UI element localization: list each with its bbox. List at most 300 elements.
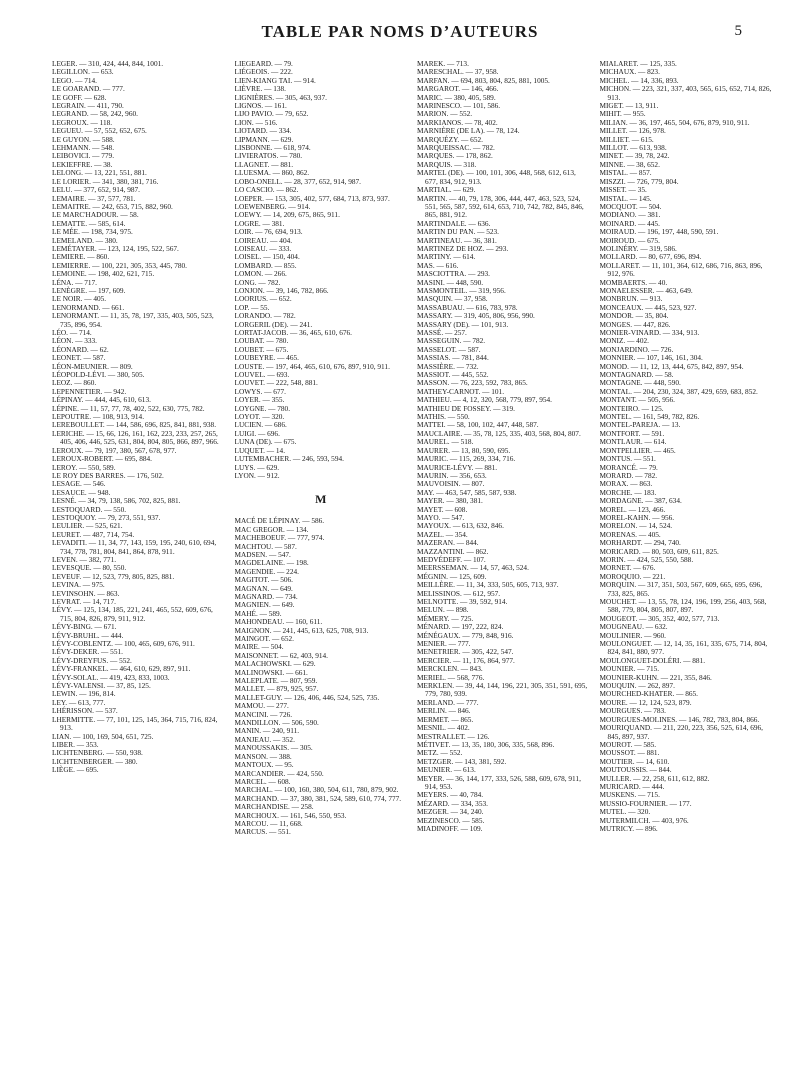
index-entry: MONGES. — 447, 826. bbox=[599, 319, 671, 329]
index-entry: LE MARC'HADOUR. — 58. bbox=[52, 210, 139, 220]
index-entry: MASINI. — 448, 590. bbox=[417, 277, 484, 287]
index-entry: MOREL-KAHN. — 956. bbox=[599, 512, 675, 522]
index-entry: MARCHAND. — 37, 380, 381, 524, 589, 610, 774, 777. bbox=[234, 793, 402, 803]
index-entry: MERKLEN. — 39, 44, 144, 196, 221, 305, 351, 591, 695, 779, 780, 939. bbox=[417, 681, 588, 699]
index-entry: LEMELAND. — 380. bbox=[52, 235, 118, 245]
index-entry: MONTEL-PAREJA. — 13. bbox=[599, 420, 681, 430]
index-entry: LÉOPOLD-LÉVI. — 380, 505. bbox=[52, 370, 145, 380]
index-entry: LEROUX. — 79, 197, 380, 567, 678, 977. bbox=[52, 445, 177, 455]
index-entry: LEREBOULLET. — 144, 586, 696, 825, 841, 881, 938. bbox=[52, 420, 217, 430]
index-entry: LEMOINE. — 198, 402, 621, 715. bbox=[52, 269, 155, 279]
index-entry: MOLLARD. — 80, 677, 696, 894. bbox=[599, 252, 702, 262]
index-entry: LESTOQUARD. — 550. bbox=[52, 504, 127, 514]
index-entry: MERLIN. — 846. bbox=[417, 706, 471, 716]
index-entry: MÉZARD. — 334, 353. bbox=[417, 798, 488, 808]
index-entry: MONTAGNARD. — 58. bbox=[599, 370, 674, 380]
index-entry: LISBONNE. — 618, 974. bbox=[234, 143, 311, 153]
index-entry: LEMATTE. — 585, 614. bbox=[52, 218, 126, 228]
index-entry: MARCOU. — 11, 668. bbox=[234, 818, 303, 828]
index-entry: MONDOR. — 35, 804. bbox=[599, 311, 669, 321]
index-entry: LEROY. — 550, 589. bbox=[52, 462, 116, 472]
index-entry: LEIBOVICI. — 779. bbox=[52, 151, 115, 161]
index-entry: LENORMANT. — 11, 35, 78, 197, 335, 403, 505, 523, 735, 896, 954. bbox=[52, 311, 214, 329]
index-entry: MARGAROT. — 146, 466. bbox=[417, 84, 499, 94]
index-entry: LEVINSOHN. — 863. bbox=[52, 588, 120, 598]
index-entry: MARNIÈRE (DE LA). — 78, 124. bbox=[417, 126, 520, 136]
index-entry: MAREK. — 713. bbox=[417, 60, 469, 68]
index-entry: LORGERIL (DE). — 241. bbox=[234, 319, 313, 329]
index-entry: MIALARET. — 125, 335. bbox=[599, 60, 677, 68]
index-entry: MAHÉ. — 589. bbox=[234, 608, 282, 618]
index-entry: MARQUES. — 178, 862. bbox=[417, 151, 493, 161]
index-entry: MERLAND. — 777. bbox=[417, 697, 479, 707]
index-entry: MACHEBOEUF. — 777, 974. bbox=[234, 533, 325, 543]
index-entry: LIPMANN. — 629. bbox=[234, 134, 294, 144]
index-entry: MAGNARD. — 734. bbox=[234, 591, 298, 601]
index-entry: MONBRUN. — 913. bbox=[599, 294, 663, 304]
index-entry: LEMÉTAYER. — 123, 124, 195, 522, 567. bbox=[52, 243, 179, 253]
index-entry: MUSSIO-FOURNIER. — 177. bbox=[599, 798, 692, 808]
section-letter: M bbox=[315, 492, 327, 507]
index-entry: LENORMAND. — 661. bbox=[52, 302, 125, 312]
index-entry: MONTEL. — 161, 549, 782, 826. bbox=[599, 412, 700, 422]
index-entry: MARTIN. — 40, 79, 178, 306, 444, 447, 463, 523, 524, 551, 565, 587, 592, 614, 653, 710, 742, 782, 845, 846, 865, 881, 912. bbox=[417, 193, 584, 220]
index-entry: LERICHE. — 15, 66, 126, 161, 162, 223, 233, 257, 265, 405, 406, 446, 525, 631, 804, 804, 805, 866, 897, 966. bbox=[52, 428, 219, 447]
index-entry: LUIGI. — 696. bbox=[234, 428, 280, 438]
index-entry: LIEGEARD. — 79. bbox=[234, 60, 293, 68]
index-entry: MAZERAN. — 844. bbox=[417, 538, 479, 548]
index-entry: MANDILLON. — 506, 590. bbox=[234, 718, 319, 728]
index-entry: METZ. — 552. bbox=[417, 748, 463, 758]
index-entry: MARTINY. — 614. bbox=[417, 252, 476, 262]
index-columns bbox=[52, 60, 772, 837]
index-entry: MANSON. — 388. bbox=[234, 751, 292, 761]
index-entry: LÉPINAY. — 444, 445, 610, 613. bbox=[52, 395, 151, 405]
index-entry: MUTERMILCH. — 403, 976. bbox=[599, 815, 689, 825]
index-entry: MONNIER. — 107, 146, 161, 304. bbox=[599, 353, 703, 363]
index-entry: MAHONDEAU. — 160, 611. bbox=[234, 617, 323, 627]
index-entry: MAIRE. — 504. bbox=[234, 642, 284, 652]
index-entry: MAYO. — 547. bbox=[417, 512, 465, 522]
index-entry: LOISEL. — 150, 404. bbox=[234, 252, 300, 262]
index-entry: LESAGE. — 546. bbox=[52, 479, 106, 489]
index-entry: LELU. — 377, 652, 914, 987. bbox=[52, 185, 140, 195]
index-entry: LYON. — 912. bbox=[234, 470, 280, 480]
index-entry: MARFAN. — 694, 803, 804, 825, 881, 1005. bbox=[417, 75, 550, 85]
index-entry: LESTOQUOY. — 79, 273, 551, 937. bbox=[52, 512, 161, 522]
index-entry: MARTIN DU PAN. — 523. bbox=[417, 227, 499, 237]
index-entry: MALINOWSKI. — 661. bbox=[234, 667, 308, 677]
index-entry: MORDAGNE. — 387, 634. bbox=[599, 496, 682, 506]
index-entry: LIBER. — 353. bbox=[52, 739, 99, 749]
index-entry: MASSIAS. — 781, 844. bbox=[417, 353, 489, 363]
index-entry: LEKIEFFRE. — 38. bbox=[52, 159, 113, 169]
index-entry: LHERMITTE. — 77, 101, 125, 145, 364, 715, 716, 824, 913. bbox=[52, 714, 218, 733]
index-entry: MORICARD. — 80, 503, 609, 611, 825. bbox=[599, 546, 719, 556]
index-entry: MAINGOT. — 652. bbox=[234, 634, 294, 643]
index-entry: MARCHOUX. — 161, 546, 550, 953. bbox=[234, 810, 347, 820]
index-entry: LEMAIRE. — 37, 577, 781. bbox=[52, 193, 136, 203]
index-entry: LION. — 516. bbox=[234, 117, 278, 127]
index-entry: LÉON. — 333. bbox=[52, 336, 97, 346]
index-entry: MALEPLATE. — 807, 959. bbox=[234, 676, 318, 686]
index-entry: MURICARD. — 444. bbox=[599, 781, 665, 791]
index-entry: MORIN. — 424, 525, 550, 588. bbox=[599, 554, 694, 564]
index-entry: MACHTOU. — 587. bbox=[234, 541, 297, 551]
index-entry: LEGILLON. — 653. bbox=[52, 67, 114, 77]
index-entry: MAGNAN. — 649. bbox=[234, 583, 293, 593]
index-entry: MARION. — 552. bbox=[417, 109, 473, 119]
index-entry: LUTEMBACHER. — 246, 593, 594. bbox=[234, 454, 344, 464]
index-entry: MAUREL. — 518. bbox=[417, 437, 474, 447]
index-entry: LEPENNETIER. — 942. bbox=[52, 386, 127, 396]
index-entry: MORELON. — 14, 524. bbox=[599, 521, 673, 531]
index-entry: LOEWY. — 14, 209, 675, 865, 911. bbox=[234, 210, 340, 220]
index-entry: LONG. — 782. bbox=[234, 277, 281, 287]
index-entry: MELISSINOS. — 612, 957. bbox=[417, 588, 501, 598]
index-entry: MATHEY-CARNOT. — 101. bbox=[417, 386, 505, 396]
index-entry: MILLIET. — 615. bbox=[599, 134, 654, 144]
index-entry: MÉMERY. — 725. bbox=[417, 613, 474, 623]
index-entry: MAUVOISIN. — 807. bbox=[417, 479, 485, 489]
index-entry: LÉONARD. — 62. bbox=[52, 344, 109, 354]
index-entry: MICHEL. — 14, 336, 893. bbox=[599, 75, 679, 85]
index-entry: MONTPELLIER. — 465. bbox=[599, 445, 676, 455]
index-entry: MONTANT. — 505, 956. bbox=[599, 395, 675, 405]
index-column bbox=[52, 60, 225, 837]
index-entry: MAYET. — 608. bbox=[417, 504, 468, 514]
index-entry: LOBO-ONELL. — 28, 377, 652, 914, 987. bbox=[234, 176, 361, 186]
index-entry: LEONET. — 587. bbox=[52, 353, 106, 363]
index-entry: MICHON. — 223, 321, 337, 403, 565, 615, 652, 714, 826, 913. bbox=[599, 84, 772, 102]
index-entry: LOISEAU. — 333. bbox=[234, 243, 292, 253]
index-entry: LO CASCIO. — 862. bbox=[234, 185, 299, 195]
index-entry: MELNOTTE. — 39, 592, 914. bbox=[417, 597, 508, 606]
index-entry: MINNE. — 38, 652. bbox=[599, 159, 660, 169]
index-entry: LONJON. — 39, 146, 782, 866. bbox=[234, 285, 329, 295]
index-entry: LEGRAIN. — 411, 790. bbox=[52, 101, 124, 111]
index-entry: MANJEAU. — 352. bbox=[234, 734, 295, 744]
index-entry: MILLOT. — 613, 938. bbox=[599, 143, 667, 153]
index-entry: LENÈGRE. — 197, 609. bbox=[52, 285, 126, 295]
index-entry: MONTLAUR. — 614. bbox=[599, 437, 667, 447]
index-entry: MOURGUES. — 783. bbox=[599, 706, 666, 716]
index-entry: MEYER. — 36, 144, 177, 333, 526, 588, 609, 678, 911, 914, 953. bbox=[417, 773, 581, 791]
index-entry: MEILLÈRE. — 11, 34, 333, 505, 605, 713, 937. bbox=[417, 580, 559, 590]
index-entry: MAGENDIE. — 224. bbox=[234, 566, 299, 576]
index-entry: LOUSTE. — 197, 464, 465, 610, 676, 897, 910, 911. bbox=[234, 361, 390, 371]
index-entry: MOLINÉRY. — 319, 586. bbox=[599, 243, 677, 253]
index-entry: MOLLARET. — 11, 101, 364, 612, 686, 716, 863, 896, 912, 976. bbox=[599, 260, 763, 279]
index-entry: LOYGNE. — 780. bbox=[234, 403, 291, 413]
index-entry: MANOUSSAKIS. — 305. bbox=[234, 743, 313, 753]
index-entry: LEY. — 613, 777. bbox=[52, 697, 106, 707]
index-entry: MARCHANDISE. — 258. bbox=[234, 802, 314, 812]
index-entry: LUNA (DE). — 675. bbox=[234, 437, 297, 447]
index-entry: MASSABUAU. — 616, 783, 978. bbox=[417, 302, 518, 312]
index-entry: LÉVY-BRUHL. — 444. bbox=[52, 630, 124, 640]
index-entry: MASCIOTTRA. — 293. bbox=[417, 269, 490, 279]
index-entry: MAY. — 463, 547, 585, 587, 938. bbox=[417, 487, 517, 497]
index-entry: MAZZANTINI. — 862. bbox=[417, 546, 489, 556]
index-entry: MEZINESCO. — 585. bbox=[417, 815, 485, 825]
index-entry: LOWYS. — 677. bbox=[234, 386, 286, 396]
index-entry: LORANDO. — 782. bbox=[234, 311, 296, 321]
index-entry: LOIREAU. — 404. bbox=[234, 235, 293, 245]
index-entry: MENIER. — 777. bbox=[417, 639, 471, 649]
index-entry: LEROUX-ROBERT. — 695, 884. bbox=[52, 454, 152, 464]
index-entry: MASSIOT. — 445, 552. bbox=[417, 370, 489, 380]
index-entry: MAURER. — 13, 80, 590, 695. bbox=[417, 445, 511, 455]
index-entry: MENETRIER. — 305, 422, 547. bbox=[417, 647, 514, 657]
index-entry: MAURIC. — 115, 269, 334, 716. bbox=[417, 454, 516, 464]
index-entry: MATTEI. — 58, 100, 102, 447, 448, 587. bbox=[417, 420, 539, 430]
index-column bbox=[417, 60, 590, 837]
index-entry: LUYS. — 629. bbox=[234, 462, 280, 472]
index-entry: MALACHOWSKI. — 629. bbox=[234, 659, 316, 669]
index-entry: MILLET. — 126, 978. bbox=[599, 126, 666, 136]
index-entry: LÉPINE. — 11, 57, 77, 78, 402, 522, 630, 775, 782. bbox=[52, 403, 205, 413]
index-entry: LE NOIR. — 405. bbox=[52, 294, 107, 304]
index-entry: MARCHAL. — 100, 160, 380, 504, 611, 780, 879, 902. bbox=[234, 785, 399, 795]
index-entry: MARINESCO. — 101, 586. bbox=[417, 101, 501, 111]
index-entry: LÉVY-BING. — 671. bbox=[52, 622, 117, 632]
index-entry: MEDVÉDEFF. — 107. bbox=[417, 554, 486, 564]
index-entry: LÉVY-VALENSI. — 37, 85, 125. bbox=[52, 681, 151, 691]
index-entry: LEVINA. — 975. bbox=[52, 580, 105, 590]
index-entry: MAGDELAINE. — 198. bbox=[234, 558, 309, 568]
index-entry: MASSELOT. — 587. bbox=[417, 344, 481, 354]
index-entry: MEYERS. — 40, 784. bbox=[417, 790, 484, 800]
index-entry: MALLET. — 879, 925, 957. bbox=[234, 684, 319, 694]
index-entry: MARCANDIER. — 424, 550. bbox=[234, 768, 324, 778]
index-entry: LIGNIÈRES. — 305, 463, 937. bbox=[234, 92, 327, 102]
index-entry: LEMIERRE. — 100, 221, 305, 353, 445, 780. bbox=[52, 260, 187, 270]
index-entry: MOINARD. — 445. bbox=[599, 218, 660, 228]
index-entry: MAUCLAIRE. — 35, 78, 125, 335, 403, 568, 804, 807. bbox=[417, 428, 581, 438]
index-entry: MONIER-VINARD. — 334, 913. bbox=[599, 328, 700, 337]
index-entry: MASSIÈRE. — 732. bbox=[417, 361, 479, 371]
index-entry: LOYOT. — 320. bbox=[234, 412, 285, 422]
index-entry: MONIZ. — 402. bbox=[599, 336, 649, 346]
index-column bbox=[600, 60, 773, 837]
index-entry: LOUBAT. — 780. bbox=[234, 336, 289, 346]
index-entry: MANIN. — 240, 911. bbox=[234, 726, 300, 736]
index-entry: LE GUYON. — 588. bbox=[52, 134, 115, 144]
index-entry: LEVEN. — 382, 771. bbox=[52, 554, 117, 564]
index-entry: MUSKENS. — 715. bbox=[599, 790, 660, 800]
index-entry: MORAX. — 863. bbox=[599, 479, 653, 489]
index-entry: MADSEN. — 547. bbox=[234, 549, 291, 559]
index-entry: LÉO. — 714. bbox=[52, 328, 92, 337]
index-entry: MATHIEU DE FOSSEY. — 319. bbox=[417, 403, 515, 413]
index-entry: MOURIQUAND. — 211, 220, 223, 356, 525, 614, 696, 845, 897, 937. bbox=[599, 723, 764, 741]
index-entry: MARCUS. — 551. bbox=[234, 827, 291, 837]
index-entry: MINET. — 39, 78, 242. bbox=[599, 151, 670, 161]
index-entry: MUTRICY. — 896. bbox=[599, 823, 658, 833]
index-entry: MONTEIRO. — 125. bbox=[599, 403, 664, 413]
index-entry: LOYER. — 355. bbox=[234, 395, 285, 405]
index-entry: LEVEUF. — 12, 523, 779, 805, 825, 881. bbox=[52, 571, 175, 581]
index-entry: LOUBET. — 675. bbox=[234, 344, 289, 354]
index-entry: MANCINI. — 726. bbox=[234, 709, 293, 719]
index-entry: MÉNARD. — 197, 222, 824. bbox=[417, 622, 504, 632]
index-entry: MASSON. — 76, 223, 592, 783, 865. bbox=[417, 378, 528, 388]
index-entry: LÉON-MEUNIER. — 809. bbox=[52, 361, 133, 371]
index-entry: MODIANO. — 381. bbox=[599, 210, 661, 220]
index-entry: LÉVY-SOLAL. — 419, 423, 833, 1003. bbox=[52, 672, 170, 682]
index-entry: MERCIER. — 11, 176, 864, 977. bbox=[417, 655, 515, 665]
index-entry: MOUTIER. — 14, 610. bbox=[599, 756, 670, 766]
index-entry: MICHAUX. — 823. bbox=[599, 67, 660, 77]
index-entry: MOUGNEAU. — 632. bbox=[599, 622, 668, 632]
index-entry: MARTIAL. — 629. bbox=[417, 185, 476, 195]
index-entry: MORQUIN. — 317, 351, 503, 567, 609, 665, 695, 696, 733, 825, 865. bbox=[599, 580, 763, 598]
index-entry: LORTAT-JACOB. — 36, 465, 610, 676. bbox=[234, 328, 352, 337]
index-entry: LEWIN. — 196, 814. bbox=[52, 689, 116, 699]
index-entry: LÉVY. — 125, 134, 185, 221, 241, 465, 552, 609, 676, 715, 804, 826, 879, 911, 912. bbox=[52, 605, 213, 623]
index-entry: LOORIUS. — 652. bbox=[234, 294, 292, 304]
index-entry: MORNET. — 676. bbox=[599, 563, 656, 573]
index-entry: MAMOU. — 277. bbox=[234, 701, 289, 711]
index-entry: MEZGER. — 34, 240. bbox=[417, 807, 484, 817]
index-entry: LOGRE. — 381. bbox=[234, 218, 285, 228]
index-entry: MAZEL. — 354. bbox=[417, 529, 468, 539]
index-entry: MEUNIER. — 613. bbox=[417, 765, 476, 775]
index-entry: MAS. — 616. bbox=[417, 260, 459, 270]
index-entry: LEGRAND. — 58, 242, 960. bbox=[52, 109, 138, 119]
index-entry: LEVRAT. — 14, 717. bbox=[52, 597, 116, 606]
index-entry: MARESCHAL. — 37, 958. bbox=[417, 67, 499, 77]
index-entry: MASSÉ. — 257. bbox=[417, 328, 467, 337]
index-entry: MAIGNON. — 241, 445, 613, 625, 708, 913. bbox=[234, 625, 369, 635]
index-entry: MOULINIER. — 960. bbox=[599, 630, 666, 640]
index-entry: MÉTIVET. — 13, 35, 180, 306, 335, 568, 896. bbox=[417, 739, 555, 749]
index-entry: MANTOUX. — 95. bbox=[234, 760, 294, 770]
index-entry: MUTEL. — 320. bbox=[599, 807, 651, 817]
index-entry: MARCEL. — 608. bbox=[234, 776, 291, 786]
index-entry: MAYER. — 380, 381. bbox=[417, 496, 483, 506]
index-entry: MIGET. — 13, 911. bbox=[599, 101, 659, 111]
index-entry: MIHIT. — 955. bbox=[599, 109, 646, 119]
index-entry: MORARD. — 782. bbox=[599, 470, 658, 480]
index-entry: LICHTENBERG. — 550, 938. bbox=[52, 748, 143, 758]
index-entry: LESNÉ. — 34, 79, 138, 586, 702, 825, 881. bbox=[52, 496, 181, 506]
index-entry: MONAELESSER. — 463, 649. bbox=[599, 285, 693, 295]
index-entry: LOUVEL. — 693. bbox=[234, 370, 290, 380]
page-header bbox=[50, 22, 750, 46]
index-entry: LOUVET. — 222, 548, 881. bbox=[234, 378, 318, 388]
index-entry: LE GOFF. — 628. bbox=[52, 92, 107, 102]
index-entry: MAGITOT. — 506. bbox=[234, 575, 294, 585]
index-entry: LUQUET. — 14. bbox=[234, 445, 286, 455]
index-entry: METZGER. — 143, 381, 592. bbox=[417, 756, 507, 766]
index-entry: MOUSSOT. — 881. bbox=[599, 748, 660, 758]
index-entry: MILIAN. — 36, 197, 465, 504, 676, 879, 910, 911. bbox=[599, 117, 750, 127]
index-entry: LE ROY DES BARRES. — 176, 502. bbox=[52, 470, 164, 480]
index-entry: LEMAITRE. — 242, 653, 715, 882, 960. bbox=[52, 201, 173, 211]
index-entry: MAC GREGOR. — 134. bbox=[234, 524, 309, 534]
index-entry: LEGUEU. — 57, 552, 652, 675. bbox=[52, 126, 147, 136]
index-entry: LOEWENBERG. — 914. bbox=[234, 201, 311, 211]
index-entry: MONOD. — 11, 12, 13, 444, 675, 842, 897, 954. bbox=[599, 361, 744, 371]
index-entry: MAURIN. — 356, 653. bbox=[417, 470, 487, 480]
index-entry: MARTINEAU. — 36, 381. bbox=[417, 235, 497, 245]
index-entry: MULLER. — 22, 258, 611, 612, 882. bbox=[599, 773, 710, 783]
index-entry: LEVADITI. — 11, 34, 77, 143, 159, 195, 240, 610, 694, 734, 778, 781, 804, 841, 864, 878, 911. bbox=[52, 538, 217, 556]
index-entry: LOMBARD. — 855. bbox=[234, 260, 297, 270]
index-entry: MISZZI. — 726, 779, 804. bbox=[599, 176, 679, 186]
page-number: 5 bbox=[734, 23, 742, 39]
index-entry: LEGER. — 310, 424, 444, 844, 1001. bbox=[52, 60, 164, 68]
index-entry: LÉVY-FRANKEL. — 464, 610, 629, 897, 911. bbox=[52, 664, 191, 674]
index-entry: MOUQUIN. — 262, 897. bbox=[599, 681, 675, 691]
index-entry: MOUGEOT. — 305, 352, 402, 577, 713. bbox=[599, 613, 720, 623]
index-entry: MOURE. — 12, 124, 523, 879. bbox=[599, 697, 692, 707]
index-entry: LÉVY-DEKER. — 551. bbox=[52, 647, 123, 657]
index-entry: MARQUIS. — 318. bbox=[417, 159, 477, 169]
index-entry: MELUN. — 898. bbox=[417, 605, 469, 615]
index-entry: MOIROUD. — 675. bbox=[599, 235, 660, 245]
index-entry: LIGNOS. — 161. bbox=[234, 101, 287, 111]
index-entry: LEPOUTRE. — 108, 913, 914. bbox=[52, 412, 145, 422]
index-entry: MAISONNET. — 62, 403, 914. bbox=[234, 650, 329, 660]
index-entry: MOIRAUD. — 196, 197, 448, 590, 591. bbox=[599, 227, 719, 237]
index-entry: LOIR. — 76, 694, 913. bbox=[234, 227, 303, 237]
index-entry: MOMBAERTS. — 40. bbox=[599, 277, 668, 287]
index-entry: MESTRALLET. — 126. bbox=[417, 731, 490, 741]
page-title: TABLE PAR NOMS D’AUTEURS bbox=[261, 22, 539, 41]
index-entry: MAYOUX. — 613, 632, 846. bbox=[417, 521, 504, 531]
index-entry: MOUTOUSSIS. — 844. bbox=[599, 765, 672, 775]
index-entry: MÉNÉGAUX. — 779, 848, 916. bbox=[417, 630, 514, 640]
index-entry: LOP. — 55. bbox=[234, 302, 270, 312]
index-entry: MARQUEISSAC. — 782. bbox=[417, 143, 495, 153]
index-entry: MARTEL (DE). — 100, 101, 306, 448, 568, 612, 613, 677, 834, 912, 913. bbox=[417, 168, 576, 186]
index-entry: MISTAL. — 857. bbox=[599, 168, 652, 178]
index-entry: MONTFORT. — 591. bbox=[599, 428, 665, 438]
index-entry: MATHIS. — 550. bbox=[417, 412, 470, 422]
index-entry: MERIEL. — 568, 776. bbox=[417, 672, 485, 682]
index-entry: LEGO. — 714. bbox=[52, 75, 97, 85]
index-entry: MATHIEU. — 4, 12, 320, 568, 779, 897, 954. bbox=[417, 395, 552, 405]
index-entry: LEGROUX. — 118. bbox=[52, 117, 113, 127]
index-entry: LEULIER. — 525, 621. bbox=[52, 521, 123, 531]
index-entry: LEVESQUE. — 80, 550. bbox=[52, 563, 127, 573]
index-entry: MORCHE. — 183. bbox=[599, 487, 657, 497]
index-entry: MEERSSEMAN. — 14, 57, 463, 524. bbox=[417, 563, 529, 573]
index-entry: MOCQUOT. — 504. bbox=[599, 201, 662, 211]
index-entry: MOUNIER-KUHN. — 221, 355, 846. bbox=[599, 672, 712, 682]
index-entry: MASSEGUIN. — 782. bbox=[417, 336, 486, 346]
index-entry: LE GOARAND. — 777. bbox=[52, 84, 125, 94]
index-entry: MOUROT. — 585. bbox=[599, 739, 657, 749]
index-entry: LIÉGEOIS. — 222. bbox=[234, 67, 293, 77]
index-entry: LEHMANN. — 548. bbox=[52, 143, 115, 153]
index-entry: LEOZ. — 860. bbox=[52, 378, 97, 388]
index-entry: MOREL. — 123, 466. bbox=[599, 504, 666, 514]
index-entry: LOEPER. — 153, 305, 402, 577, 684, 713, 873, 937. bbox=[234, 193, 390, 203]
index-entry: LIEN-KIANG TAI. — 914. bbox=[234, 75, 316, 85]
index-entry: MÉGNIN. — 125, 609. bbox=[417, 571, 487, 581]
index-entry: MASSARY. — 319, 405, 806, 956, 990. bbox=[417, 311, 535, 321]
index-entry: MARTINDALE. — 636. bbox=[417, 218, 491, 228]
index-entry: LIAN. — 100, 169, 504, 651, 725. bbox=[52, 731, 154, 741]
index-entry: MESNIL. — 402. bbox=[417, 723, 470, 733]
index-entry: LICHTENBERGER. — 380. bbox=[52, 756, 138, 766]
index-entry: MOULONGUET-DOLÉRI. — 881. bbox=[599, 655, 706, 665]
index-entry: MARIC. — 380, 405, 589. bbox=[417, 92, 496, 102]
